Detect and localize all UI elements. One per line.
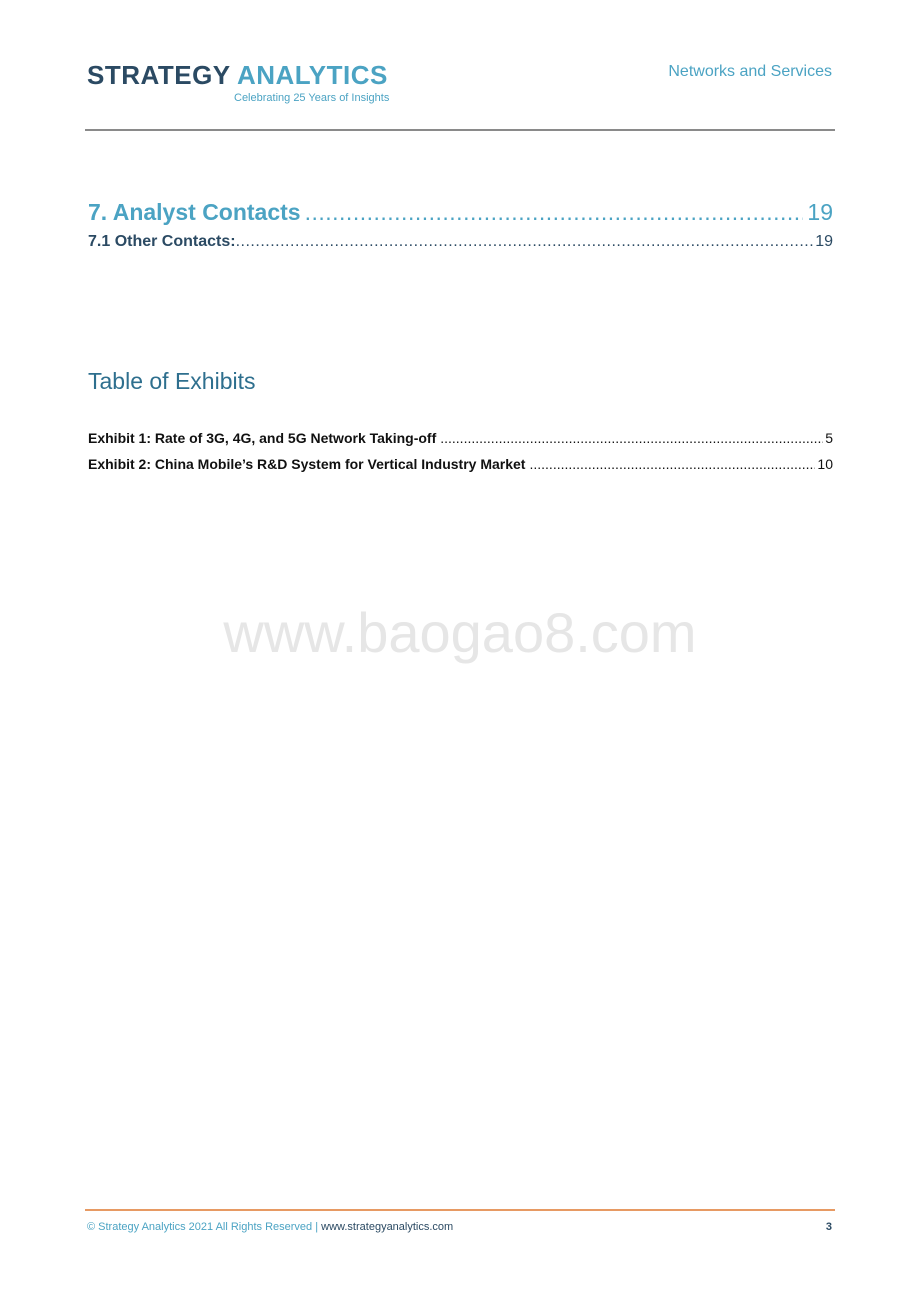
- toc-entry-page: 19: [807, 199, 833, 225]
- footer-divider: [85, 1209, 835, 1211]
- footer-website-link[interactable]: www.strategyanalytics.com: [321, 1221, 454, 1233]
- header-divider: [85, 129, 835, 131]
- logo-tagline: Celebrating 25 Years of Insights: [234, 92, 390, 104]
- logo-word-analytics: ANALYTICS: [236, 60, 388, 90]
- footer-copyright: © Strategy Analytics 2021 All Rights Reserved: [87, 1221, 313, 1233]
- logo-wordmark: [87, 62, 388, 88]
- section-title: Networks and Services: [668, 63, 832, 80]
- company-logo: [87, 60, 390, 104]
- footer-separator: |: [315, 1221, 319, 1233]
- exhibits-heading: Table of Exhibits: [88, 368, 256, 394]
- exhibit-entry-label: Exhibit 1: Rate of 3G, 4G, and 5G Network Taking-off: [88, 430, 437, 446]
- exhibit-entry-1[interactable]: [88, 430, 833, 446]
- toc-entry-analyst-contacts[interactable]: [88, 199, 833, 226]
- toc-entry-other-contacts[interactable]: [88, 233, 833, 251]
- toc-dot-leader: [236, 233, 814, 251]
- watermark: www.baogao8.com: [223, 601, 697, 664]
- toc-entry-page: 19: [815, 233, 833, 250]
- exhibit-dot-leader: [440, 430, 823, 446]
- toc-entry-label: 7.1 Other Contacts:: [88, 233, 236, 250]
- exhibit-entry-label: Exhibit 2: China Mobile’s R&D System for Vertical Industry Market: [88, 456, 526, 472]
- logo-word-strategy: STRATEGY: [87, 60, 231, 90]
- page-number: 3: [825, 1221, 832, 1233]
- exhibit-dot-leader: [529, 456, 815, 472]
- exhibit-entry-2[interactable]: [88, 456, 833, 472]
- exhibit-entry-page: 10: [817, 456, 833, 472]
- toc-entry-label: 7. Analyst Contacts: [88, 199, 301, 225]
- toc-dot-leader: [305, 199, 804, 226]
- exhibit-entry-page: 5: [825, 430, 833, 446]
- footer-text: [87, 1221, 453, 1233]
